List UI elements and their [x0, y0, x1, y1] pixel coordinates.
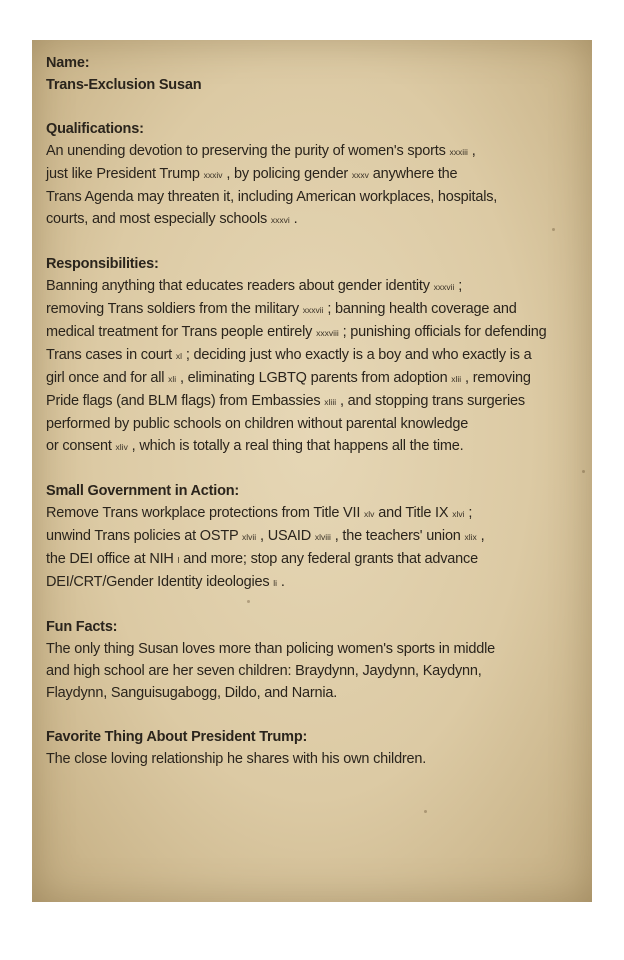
favorite-thing-section: [46, 726, 586, 770]
body-line: [46, 413, 586, 435]
body-text: medical treatment for Trans people entirely: [46, 324, 317, 340]
body-line: [46, 571, 586, 594]
qualifications-heading: Qualifications:: [46, 121, 144, 137]
qualifications-section: [46, 118, 586, 231]
body-line: [46, 502, 586, 525]
reference-marker: xli: [168, 374, 177, 384]
body-line: [46, 548, 586, 571]
reference-marker: xxxviii: [316, 328, 339, 338]
reference-marker: xlii: [451, 374, 462, 384]
body-text: , the teachers' union: [330, 528, 465, 544]
name-value: Trans-Exclusion Susan: [46, 77, 202, 93]
body-line: [46, 321, 586, 344]
body-line: [46, 298, 586, 321]
body-line: [46, 367, 586, 390]
body-text: Remove Trans workplace protections from Title VII: [46, 505, 364, 521]
responsibilities-heading: Responsibilities:: [46, 256, 159, 272]
body-line: [46, 682, 586, 704]
body-line: [46, 390, 586, 413]
reference-marker: xliii: [324, 397, 337, 407]
body-line: [46, 208, 586, 231]
body-text: ,: [476, 528, 485, 544]
body-text: Banning anything that educates readers about gender identity: [46, 278, 434, 294]
body-text: anywhere the: [368, 166, 458, 182]
body-text: just like President Trump: [46, 166, 204, 182]
profile-card: [32, 40, 592, 902]
reference-marker: xlviii: [314, 532, 331, 542]
reference-marker: xxxv: [351, 170, 369, 180]
reference-marker: xxxvii: [433, 282, 455, 292]
reference-marker: xliv: [115, 442, 128, 452]
name-heading: Name:: [46, 55, 90, 71]
reference-marker: l: [177, 555, 180, 565]
reference-marker: xxxvi: [270, 215, 290, 225]
body-line: [46, 748, 586, 770]
body-text: Trans Agenda may threaten it, including American workplaces, hospitals,: [46, 189, 498, 205]
body-line: [46, 344, 586, 367]
body-text: ;: [464, 505, 473, 521]
body-text: .: [289, 211, 298, 227]
body-text: Trans cases in court: [46, 347, 176, 363]
reference-marker: xlv: [364, 509, 375, 519]
small-government-heading: Small Government in Action:: [46, 483, 240, 499]
qualifications-body: [46, 140, 586, 231]
body-text: , USAID: [256, 528, 315, 544]
body-line: [46, 186, 586, 208]
body-text: and Title IX: [374, 505, 453, 521]
body-text: removing Trans soldiers from the military: [46, 301, 303, 317]
body-line: [46, 525, 586, 548]
body-text: unwind Trans policies at OSTP: [46, 528, 243, 544]
body-text: or consent: [46, 438, 116, 454]
body-text: Pride flags (and BLM flags) from Embassies: [46, 393, 325, 409]
body-line: [46, 275, 586, 298]
body-text: courts, and most especially schools: [46, 211, 271, 227]
responsibilities-section: [46, 253, 586, 458]
profile-content: [46, 52, 586, 792]
reference-marker: xlvi: [452, 509, 465, 519]
body-text: and high school are her seven children: Braydynn, Jaydynn, Kaydynn,: [46, 663, 482, 679]
reference-marker: xxxvii: [302, 305, 324, 315]
fun-facts-body: [46, 638, 586, 704]
reference-marker: xxxiii: [449, 147, 468, 157]
favorite-thing-body: [46, 748, 586, 770]
reference-marker: xxxiv: [203, 170, 223, 180]
body-text: An unending devotion to preserving the purity of women's sports: [46, 143, 450, 159]
body-text: and more; stop any federal grants that advance: [179, 551, 478, 567]
small-government-body: [46, 502, 586, 594]
body-text: ;: [454, 278, 463, 294]
reference-marker: xlvii: [242, 532, 257, 542]
body-text: performed by public schools on children without parental knowledge: [46, 416, 469, 432]
small-government-section: [46, 480, 586, 594]
name-section: [46, 52, 586, 96]
fun-facts-section: [46, 616, 586, 704]
body-line: [46, 638, 586, 660]
body-text: Flaydynn, Sanguisugabogg, Dildo, and Narnia.: [46, 685, 338, 701]
body-text: , eliminating LGBTQ parents from adoption: [176, 370, 452, 386]
body-text: , by policing gender: [222, 166, 352, 182]
responsibilities-body: [46, 275, 586, 458]
reference-marker: li: [273, 578, 278, 588]
body-text: The close loving relationship he shares with his own children.: [46, 751, 427, 767]
body-text: , and stopping trans surgeries: [336, 393, 525, 409]
body-line: [46, 163, 586, 186]
body-text: ,: [467, 143, 476, 159]
body-line: [46, 660, 586, 682]
body-text: the DEI office at NIH: [46, 551, 178, 567]
body-line: [46, 435, 586, 458]
body-text: DEI/CRT/Gender Identity ideologies: [46, 574, 274, 590]
body-text: ; punishing officials for defending: [338, 324, 547, 340]
body-text: .: [277, 574, 285, 590]
body-text: The only thing Susan loves more than policing women's sports in middle: [46, 641, 495, 657]
body-text: , which is totally a real thing that happens all the time.: [127, 438, 464, 454]
body-text: girl once and for all: [46, 370, 169, 386]
body-text: ; banning health coverage and: [323, 301, 517, 317]
reference-marker: xlix: [464, 532, 477, 542]
paper-speck: [424, 810, 427, 813]
body-line: [46, 140, 586, 163]
reference-marker: xl: [175, 351, 182, 361]
body-text: , removing: [461, 370, 531, 386]
body-text: ; deciding just who exactly is a boy and who exactly is a: [181, 347, 532, 363]
fun-facts-heading: Fun Facts:: [46, 619, 118, 635]
favorite-thing-heading: Favorite Thing About President Trump:: [46, 729, 308, 745]
